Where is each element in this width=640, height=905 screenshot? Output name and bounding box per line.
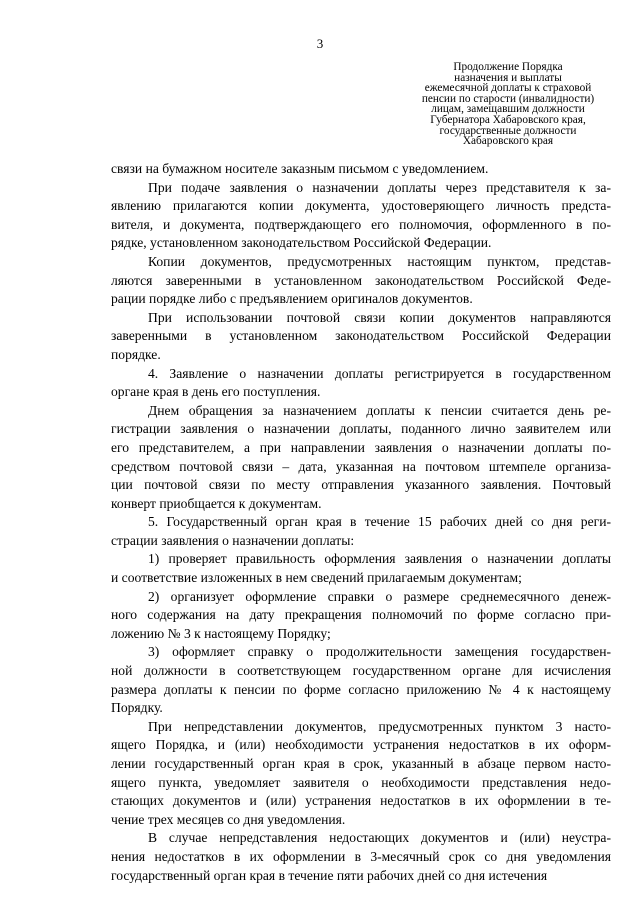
paragraph-line: средством почтовой связи – дата, указанная на почтовом штемпеле организа- [111, 458, 611, 474]
header-line: назначения и выплаты [454, 71, 562, 84]
header-line: Продолжение Порядка [453, 61, 563, 73]
paragraph-line: 5. Государственный орган края в течение 15 рабочих дней со дня реги- [148, 514, 611, 530]
paragraph-line: 4. Заявление о назначении доплаты регистрируется в государственном [148, 365, 611, 381]
header-line: Хабаровского края [462, 135, 554, 148]
paragraph-line: ящего Порядка, и (или) необходимости устранения недостатков в их оформ- [111, 737, 611, 753]
paragraph-line: Порядку. [111, 700, 163, 716]
paragraph-line: В случае непредставления недостающих документов и (или) неустра- [148, 830, 611, 846]
paragraph-line: лении государственный орган края в срок, указанный в абзаце первом насто- [111, 756, 611, 771]
paragraph-line: вителя, и документа, подтверждающего его полномочия, оформленного в по- [111, 216, 611, 232]
header-line: пенсии по старости (инвалидности) [421, 92, 595, 105]
paragraph-line: ложению № 3 к настоящему Порядку; [111, 625, 331, 641]
header-line: государственные должности [439, 124, 577, 137]
paragraph-line: размера доплаты к пенсии по форме согласно приложению № 4 к настоящему [111, 681, 611, 697]
document-body [111, 160, 611, 885]
paragraph-line: Днем обращения за назначением доплаты к пенсии считается день ре- [148, 402, 611, 418]
header-line: Губернатора Хабаровского края, [430, 113, 586, 126]
paragraph-line: При непредставлении документов, предусмотренных пунктом 3 насто- [148, 718, 611, 734]
paragraph-line: заверенными в установленном законодательством Российской Федерации [111, 328, 611, 344]
paragraph-line: ной должности в соответствующем государственном органе для исчисления [111, 663, 611, 679]
paragraph-line: ящего пункта, уведомляет заявителя о необходимости представления недо- [111, 774, 611, 790]
paragraph-line: рации порядке либо с предъявлением оригиналов документов. [111, 291, 473, 307]
paragraph-line: 3) оформляет справку о продолжительности замещения государствен- [148, 644, 611, 660]
paragraph-line: ляются заверенными в установленном законодательством Российской Феде- [111, 272, 611, 288]
header-line: лицам, замещавшим должности [431, 103, 585, 116]
paragraph-line: чение трех месяцев со дня уведомления. [111, 811, 346, 827]
paragraph-line: 1) проверяет правильность оформления заявления о назначении доплаты [148, 551, 611, 567]
header-line: ежемесячной доплаты к страховой [424, 82, 592, 95]
paragraph-line: ного содержания на дату прекращения полномочий по форме согласно при- [111, 607, 611, 623]
paragraph-line: При использовании почтовой связи копии документов направляются [148, 309, 611, 325]
paragraph-line: нения недостатков в их оформлении в 3-месячный срок со дня уведомления [111, 848, 611, 864]
paragraph-line: связи на бумажном носителе заказным письмом с уведомлением. [111, 161, 489, 176]
paragraph-line: При подаче заявления о назначении доплаты через представителя к за- [148, 179, 611, 195]
paragraph-line: страции заявления о назначении доплаты: [111, 532, 355, 548]
paragraph-line: его представителем, а при направлении заявления о назначении доплаты по- [111, 439, 611, 455]
paragraph-line: конверт приобщается к документам. [111, 495, 322, 511]
document-header [392, 62, 624, 147]
paragraph-line: рядке, установленном законодательством Российской Федерации. [111, 235, 492, 251]
paragraph-line: порядке. [111, 346, 161, 362]
paragraph-line: 2) организует оформление справки о размере среднемесячного денеж- [148, 588, 611, 604]
paragraph-line: и соответствие изложенных в нем сведений прилагаемым документам; [111, 570, 522, 586]
paragraph-line: стающих документов и (или) устранения недостатков в их оформлении в те- [111, 793, 611, 809]
paragraph-line: государственный орган края в течение пяти рабочих дней со дня истечения [111, 867, 548, 883]
page-number: 3 [316, 36, 324, 51]
paragraph-line: явлению прилагаются копии документа, удостоверяющего личность предста- [111, 198, 611, 214]
paragraph-line: органе края в день его поступления. [111, 384, 321, 400]
paragraph-line: Копии документов, предусмотренных настоящим пунктом, представ- [148, 253, 611, 269]
paragraph-line: гистрации заявления о назначении доплаты, поданного лично заявителем или [111, 421, 611, 437]
paragraph-line: ции почтовой связи по месту отправления указанного заявления. Почтовый [111, 477, 611, 493]
